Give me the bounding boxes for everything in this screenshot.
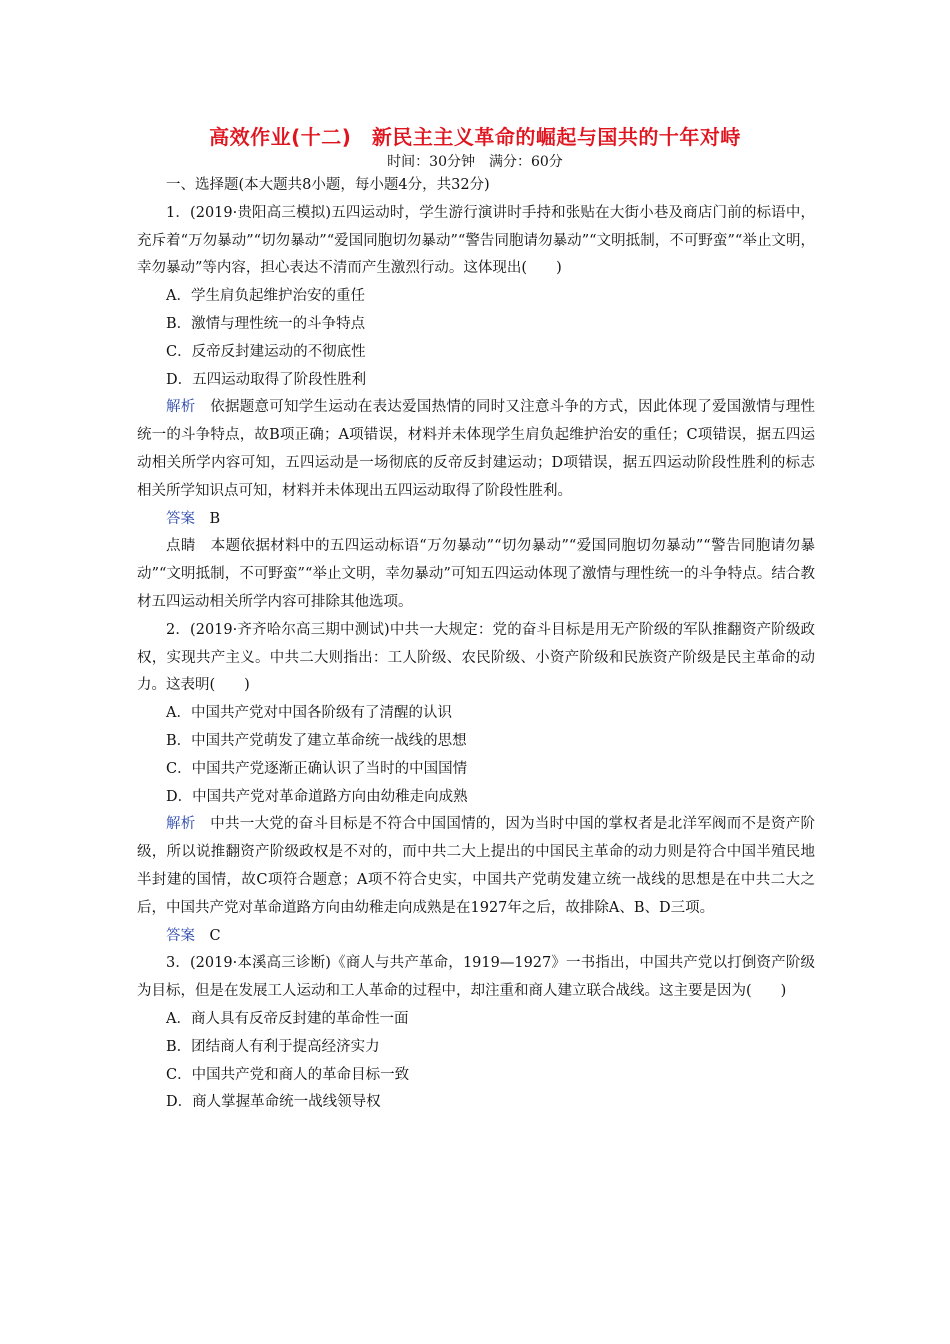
section-heading: 一、选择题(本大题共8小题，每小题4分，共32分): [166, 177, 490, 193]
question-1-option-a: A．学生肩负起维护治安的重任: [166, 288, 365, 305]
question-1-option-b: B．激情与理性统一的斗争特点: [166, 315, 366, 332]
question-3-option-c: C．中国共产党和商人的革命目标一致: [166, 1066, 410, 1083]
question-1-option-d: D．五四运动取得了阶段性胜利: [166, 371, 367, 388]
question-3-option-a: A．商人具有反帝反封建的革命性一面: [166, 1010, 409, 1027]
question-1-answer-value: B: [195, 510, 221, 527]
question-1-answer: [137, 506, 815, 534]
question-1-note: 点睛 本题依据材料中的五四运动标语“万勿暴动”“切勿暴动”“爱国同胞切勿暴动”“警告同胞请勿暴动”“文明抵制，不可野蛮”“举止文明，幸勿暴动”可知五四运动体现了激情与理性统一的斗争特点。结合教材五四运动相关所学内容可排除其他选项。: [137, 538, 815, 610]
answer-label: 答案: [166, 927, 195, 944]
question-1-analysis: [137, 394, 815, 505]
answer-label: 答案: [166, 510, 195, 527]
question-3-option-d: D．商人掌握革命统一战线领导权: [166, 1094, 381, 1111]
question-2-option-b: B．中国共产党萌发了建立革命统一战线的思想: [166, 732, 467, 749]
question-2-answer: [137, 923, 815, 951]
analysis-label: 解析: [166, 399, 196, 416]
question-3-option-b: B．团结商人有利于提高经济实力: [166, 1038, 380, 1055]
question-3-stem: 3．(2019·本溪高三诊断)《商人与共产革命，1919—1927》一书指出，中国共产党以打倒资产阶级为目标，但是在发展工人运动和工人革命的过程中，却注重和商人建立联合战线。这主要是因为( ): [137, 955, 815, 1000]
question-2-stem: 2．(2019·齐齐哈尔高三期中测试)中共一大规定：党的奋斗目标是用无产阶级的军队推翻资产阶级政权，实现共产主义。中共二大则指出：工人阶级、农民阶级、小资产阶级和民族资产阶级是民主革命的动力。这表明( ): [137, 621, 815, 694]
analysis-label: 解析: [166, 816, 196, 833]
document-body: [137, 172, 815, 1117]
question-2-answer-value: C: [195, 927, 221, 944]
question-2-option-a: A．中国共产党对中国各阶级有了清醒的认识: [166, 705, 452, 722]
question-2-analysis: [137, 811, 815, 922]
time-and-score: 时间：30分钟 满分：60分: [387, 154, 563, 170]
page-title: 高效作业(十二) 新民主主义革命的崛起与国共的十年对峙: [209, 125, 741, 149]
question-1-option-c: C．反帝反封建运动的不彻底性: [166, 343, 366, 360]
question-1-analysis-text: 依据题意可知学生运动在表达爱国热情的同时又注意斗争的方式，因此体现了爱国激情与理性统一的斗争特点，故B项正确；A项错误，材料并未体现学生肩负起维护治安的重任；C项错误，据五四运动相关所学内容可知，五四运动是一场彻底的反帝反封建运动；D项错误，据五四运动阶段性胜利的标志相关所学知识点可知，材料并未体现出五四运动取得了阶段性胜利。: [137, 399, 816, 499]
question-1-stem: 1．(2019·贵阳高三模拟)五四运动时，学生游行演讲时手持和张贴在大街小巷及商店门前的标语中，充斥着“万勿暴动”“切勿暴动”“爱国同胞切勿暴动”“警告同胞请勿暴动”“文明抵制，不可野蛮”“举止文明，幸勿暴动”等内容，担心表达不清而产生激烈行动。这体现出( ): [137, 204, 815, 277]
question-2-option-c: C．中国共产党逐渐正确认识了当时的中国国情: [166, 760, 468, 777]
question-2-option-d: D．中国共产党对革命道路方向由幼稚走向成熟: [166, 788, 468, 805]
question-2-analysis-text: 中共一大党的奋斗目标是不符合中国国情的，因为当时中国的掌权者是北洋军阀而不是资产阶级，所以说推翻资产阶级政权是不对的，而中共二大上提出的中国民主革命的动力则是符合中国半殖民地半封建的国情，故C项符合题意；A项不符合史实，中国共产党萌发建立统一战线的思想是在中共二大之后，中国共产党对革命道路方向由幼稚走向成熟是在1927年之后，故排除A、B、D三项。: [137, 816, 816, 916]
